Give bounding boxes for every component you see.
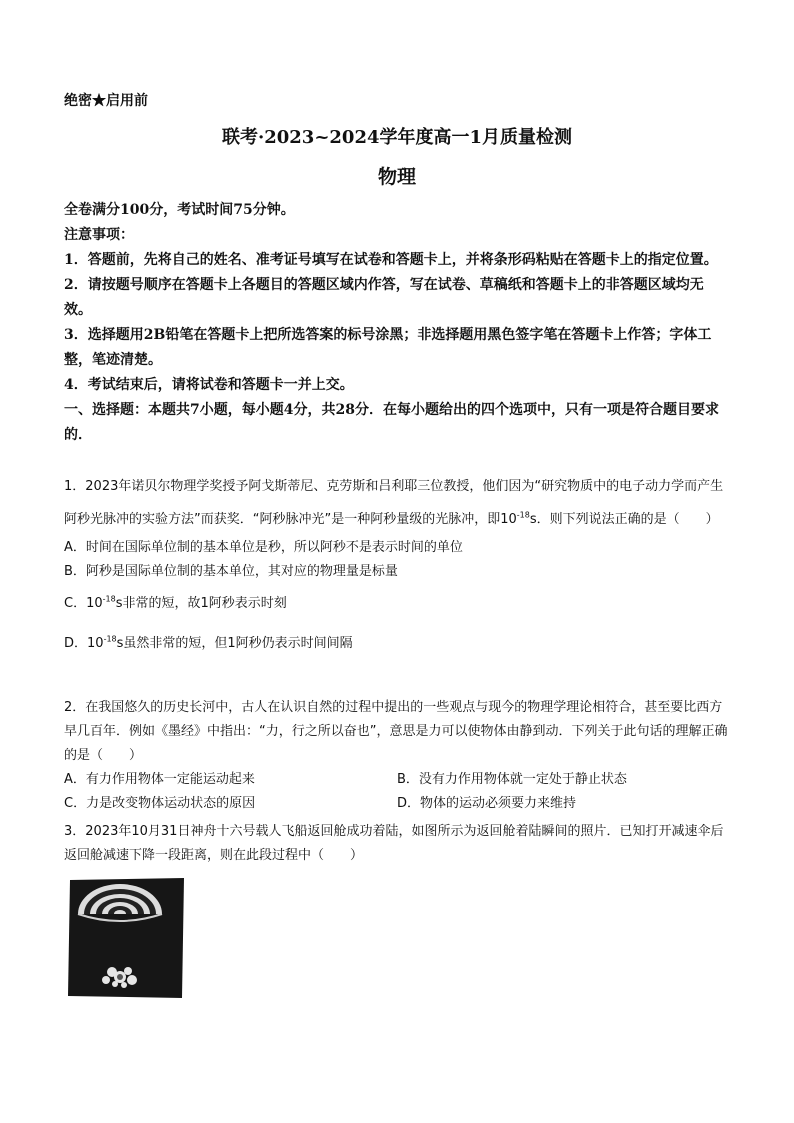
q1-stem-b: s．则下列说法正确的是（ ）: [529, 512, 719, 527]
section-heading: 一、选择题：本题共7小题，每小题4分，共28分．在每小题给出的四个选项中，只有一项是符合题目要求的．: [64, 402, 719, 443]
q1-c-exponent: -18: [102, 594, 116, 604]
q2-option-c: C．力是改变物体运动状态的原因: [64, 796, 256, 811]
subject-title: 物理: [377, 166, 416, 188]
score-info: 全卷满分100分，考试时间75分钟。: [64, 202, 295, 218]
question-1-stem: [64, 470, 730, 536]
q2-option-d: D．物体的运动必须要力来维持: [397, 796, 577, 811]
q1-option-d: [64, 632, 730, 656]
q1-d-post: s虽然非常的短，但1阿秒仍表示时间间隔: [116, 636, 353, 651]
notes-heading: 注意事项：: [64, 227, 134, 243]
instructions: [64, 198, 730, 448]
q1-c-pre: C．10: [64, 596, 103, 611]
q2-options-row-2: [64, 792, 730, 816]
capsule-landing-photo: [68, 876, 186, 1000]
q1-stem-a: 1．2023年诺贝尔物理学奖授予阿戈斯蒂尼、克劳斯和吕利耶三位教授，他们因为“研究物质中的电子动力学而产生阿秒光脉冲的实验方法”而获奖．“阿秒脉冲光”是一种阿秒量级的光脉冲，即10: [64, 479, 724, 527]
note-1: 1．答题前，先将自己的姓名、准考证号填写在试卷和答题卡上，并将条形码粘贴在答题卡上的指定位置。: [64, 252, 718, 268]
q1-d-pre: D．10: [64, 636, 104, 651]
q1-c-post: s非常的短，故1阿秒表示时刻: [115, 596, 287, 611]
q1-option-c: [64, 592, 730, 616]
question-3-stem: 3．2023年10月31日神舟十六号载人飞船返回舱成功着陆，如图所示为返回舱着陆瞬间的照片．已知打开减速伞后返回舱减速下降一段距离，则在此段过程中（ ）: [64, 824, 724, 863]
question-1: [64, 470, 730, 656]
q1-option-b: B．阿秒是国际单位制的基本单位，其对应的物理量是标量: [64, 564, 398, 579]
question-2-stem: 2．在我国悠久的历史长河中，古人在认识自然的过程中提出的一些观点与现今的物理学理论相符合，甚至要比西方早几百年．例如《墨经》中指出：“力，行之所以奋也”，意思是力可以使物体由静到动．下列关于此句话的理解正确的是（ ）: [64, 700, 728, 763]
secret-label: 绝密★启用前: [64, 93, 148, 109]
question-3: [64, 820, 730, 868]
note-4: 4．考试结束后，请将试卷和答题卡一并上交。: [64, 377, 354, 393]
q2-option-b: B．没有力作用物体就一定处于静止状态: [397, 772, 627, 787]
note-3: 3．选择题用2B铅笔在答题卡上把所选答案的标号涂黑；非选择题用黑色签字笔在答题卡上作答；字体工整，笔迹清楚。: [64, 327, 712, 368]
q1-option-a: A．时间在国际单位制的基本单位是秒，所以阿秒不是表示时间的单位: [64, 540, 463, 555]
question-2: [64, 696, 730, 816]
q1-stem-exponent: -18: [516, 510, 530, 520]
q2-option-a: A．有力作用物体一定能运动起来: [64, 772, 255, 787]
q2-options-row-1: [64, 768, 730, 792]
q1-d-exponent: -18: [103, 634, 117, 644]
note-2: 2．请按题号顺序在答题卡上各题目的答题区域内作答，写在试卷、草稿纸和答题卡上的非答题区域均无效。: [64, 277, 704, 318]
exam-title: 联考·2023~2024学年度高一1月质量检测: [221, 127, 573, 148]
